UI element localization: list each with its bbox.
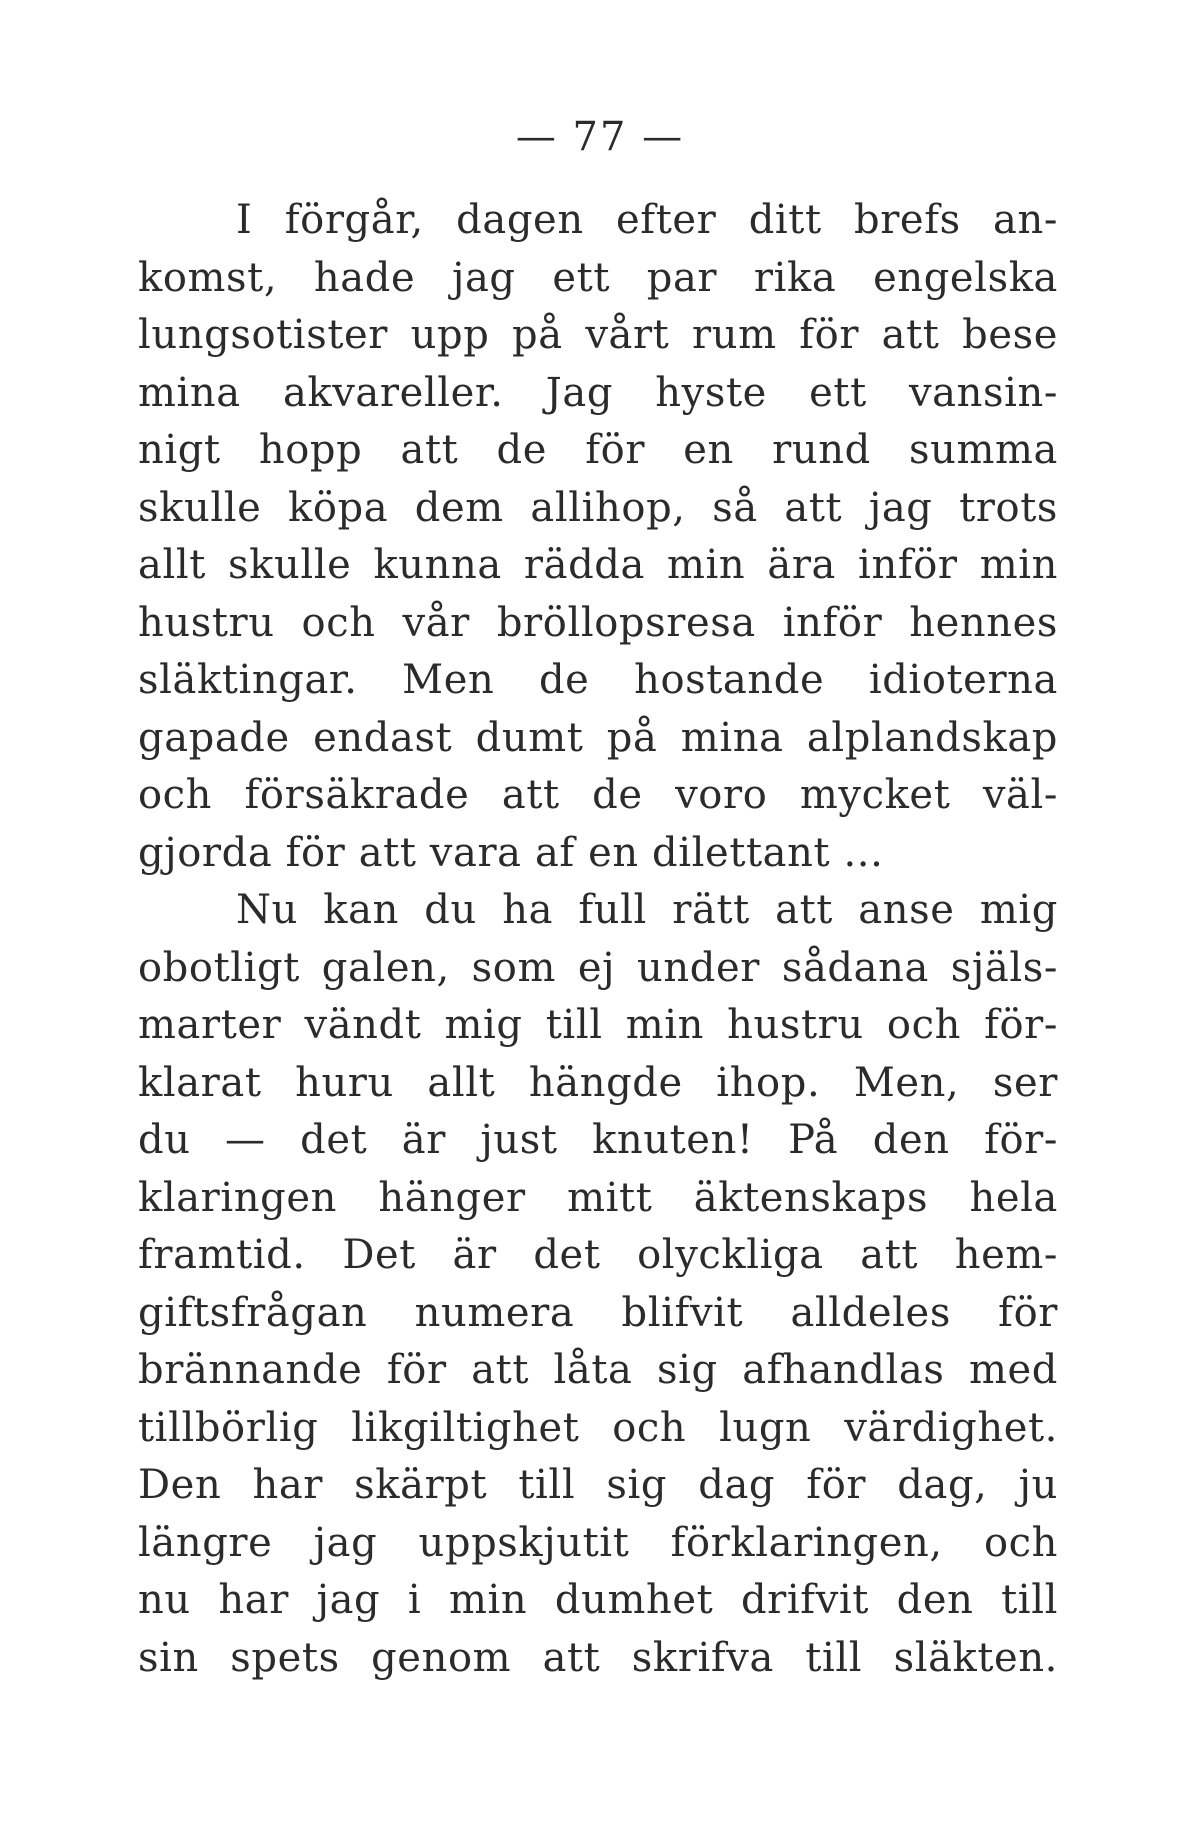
text-line: gapade endast dumt på mina alplandskap: [138, 714, 1058, 761]
text-line: brännande för att låta sig afhandlas med: [138, 1347, 1058, 1393]
text-line: klarat huru allt hängde ihop. Men, ser: [138, 1059, 1058, 1106]
text-line: och försäkrade att de voro mycket väl-: [138, 772, 1058, 818]
text-line: marter vändt mig till min hustru och för-: [138, 1002, 1058, 1048]
text-line: Den har skärpt till sig dag för dag, ju: [138, 1462, 1058, 1508]
text-line: nu har jag i min dumhet drifvit den till: [138, 1577, 1058, 1623]
text-line: släktingar. Men de hostande idioterna: [138, 657, 1058, 703]
text-line: mina akvareller. Jag hyste ett vansin-: [138, 369, 1058, 416]
text-line: sin spets genom att skrifva till släkten.: [138, 1634, 1058, 1681]
text-line: komst, hade jag ett par rika engelska: [138, 254, 1058, 301]
text-line: Nu kan du ha full rätt att anse mig: [236, 887, 1058, 933]
text-line: obotligt galen, som ej under sådana själs-: [138, 944, 1058, 991]
text-line: allt skulle kunna rädda min ära inför min: [138, 542, 1058, 588]
text-line: längre jag uppskjutit förklaringen, och: [138, 1519, 1058, 1566]
text-line: framtid. Det är det olyckliga att hem-: [138, 1232, 1058, 1278]
text-line: tillbörlig likgiltighet och lugn värdighet.: [138, 1404, 1058, 1451]
text-line: gjorda för att vara af en dilettant ...: [138, 829, 884, 876]
text-line: hustru och vår bröllopsresa inför hennes: [138, 599, 1058, 646]
text-line: du — det är just knuten! På den för-: [138, 1117, 1058, 1163]
body-text: [138, 192, 1058, 1687]
text-line: I förgår, dagen efter ditt brefs an-: [236, 197, 1058, 243]
text-line: klaringen hänger mitt äktenskaps hela: [138, 1174, 1058, 1221]
page-number: — 77 —: [515, 114, 685, 160]
text-line: skulle köpa dem allihop, så att jag trots: [138, 484, 1058, 531]
text-line: lungsotister upp på vårt rum för att bese: [138, 312, 1058, 358]
text-line: nigt hopp att de för en rund summa: [138, 427, 1058, 473]
text-line: giftsfrågan numera blifvit alldeles för: [138, 1289, 1058, 1336]
